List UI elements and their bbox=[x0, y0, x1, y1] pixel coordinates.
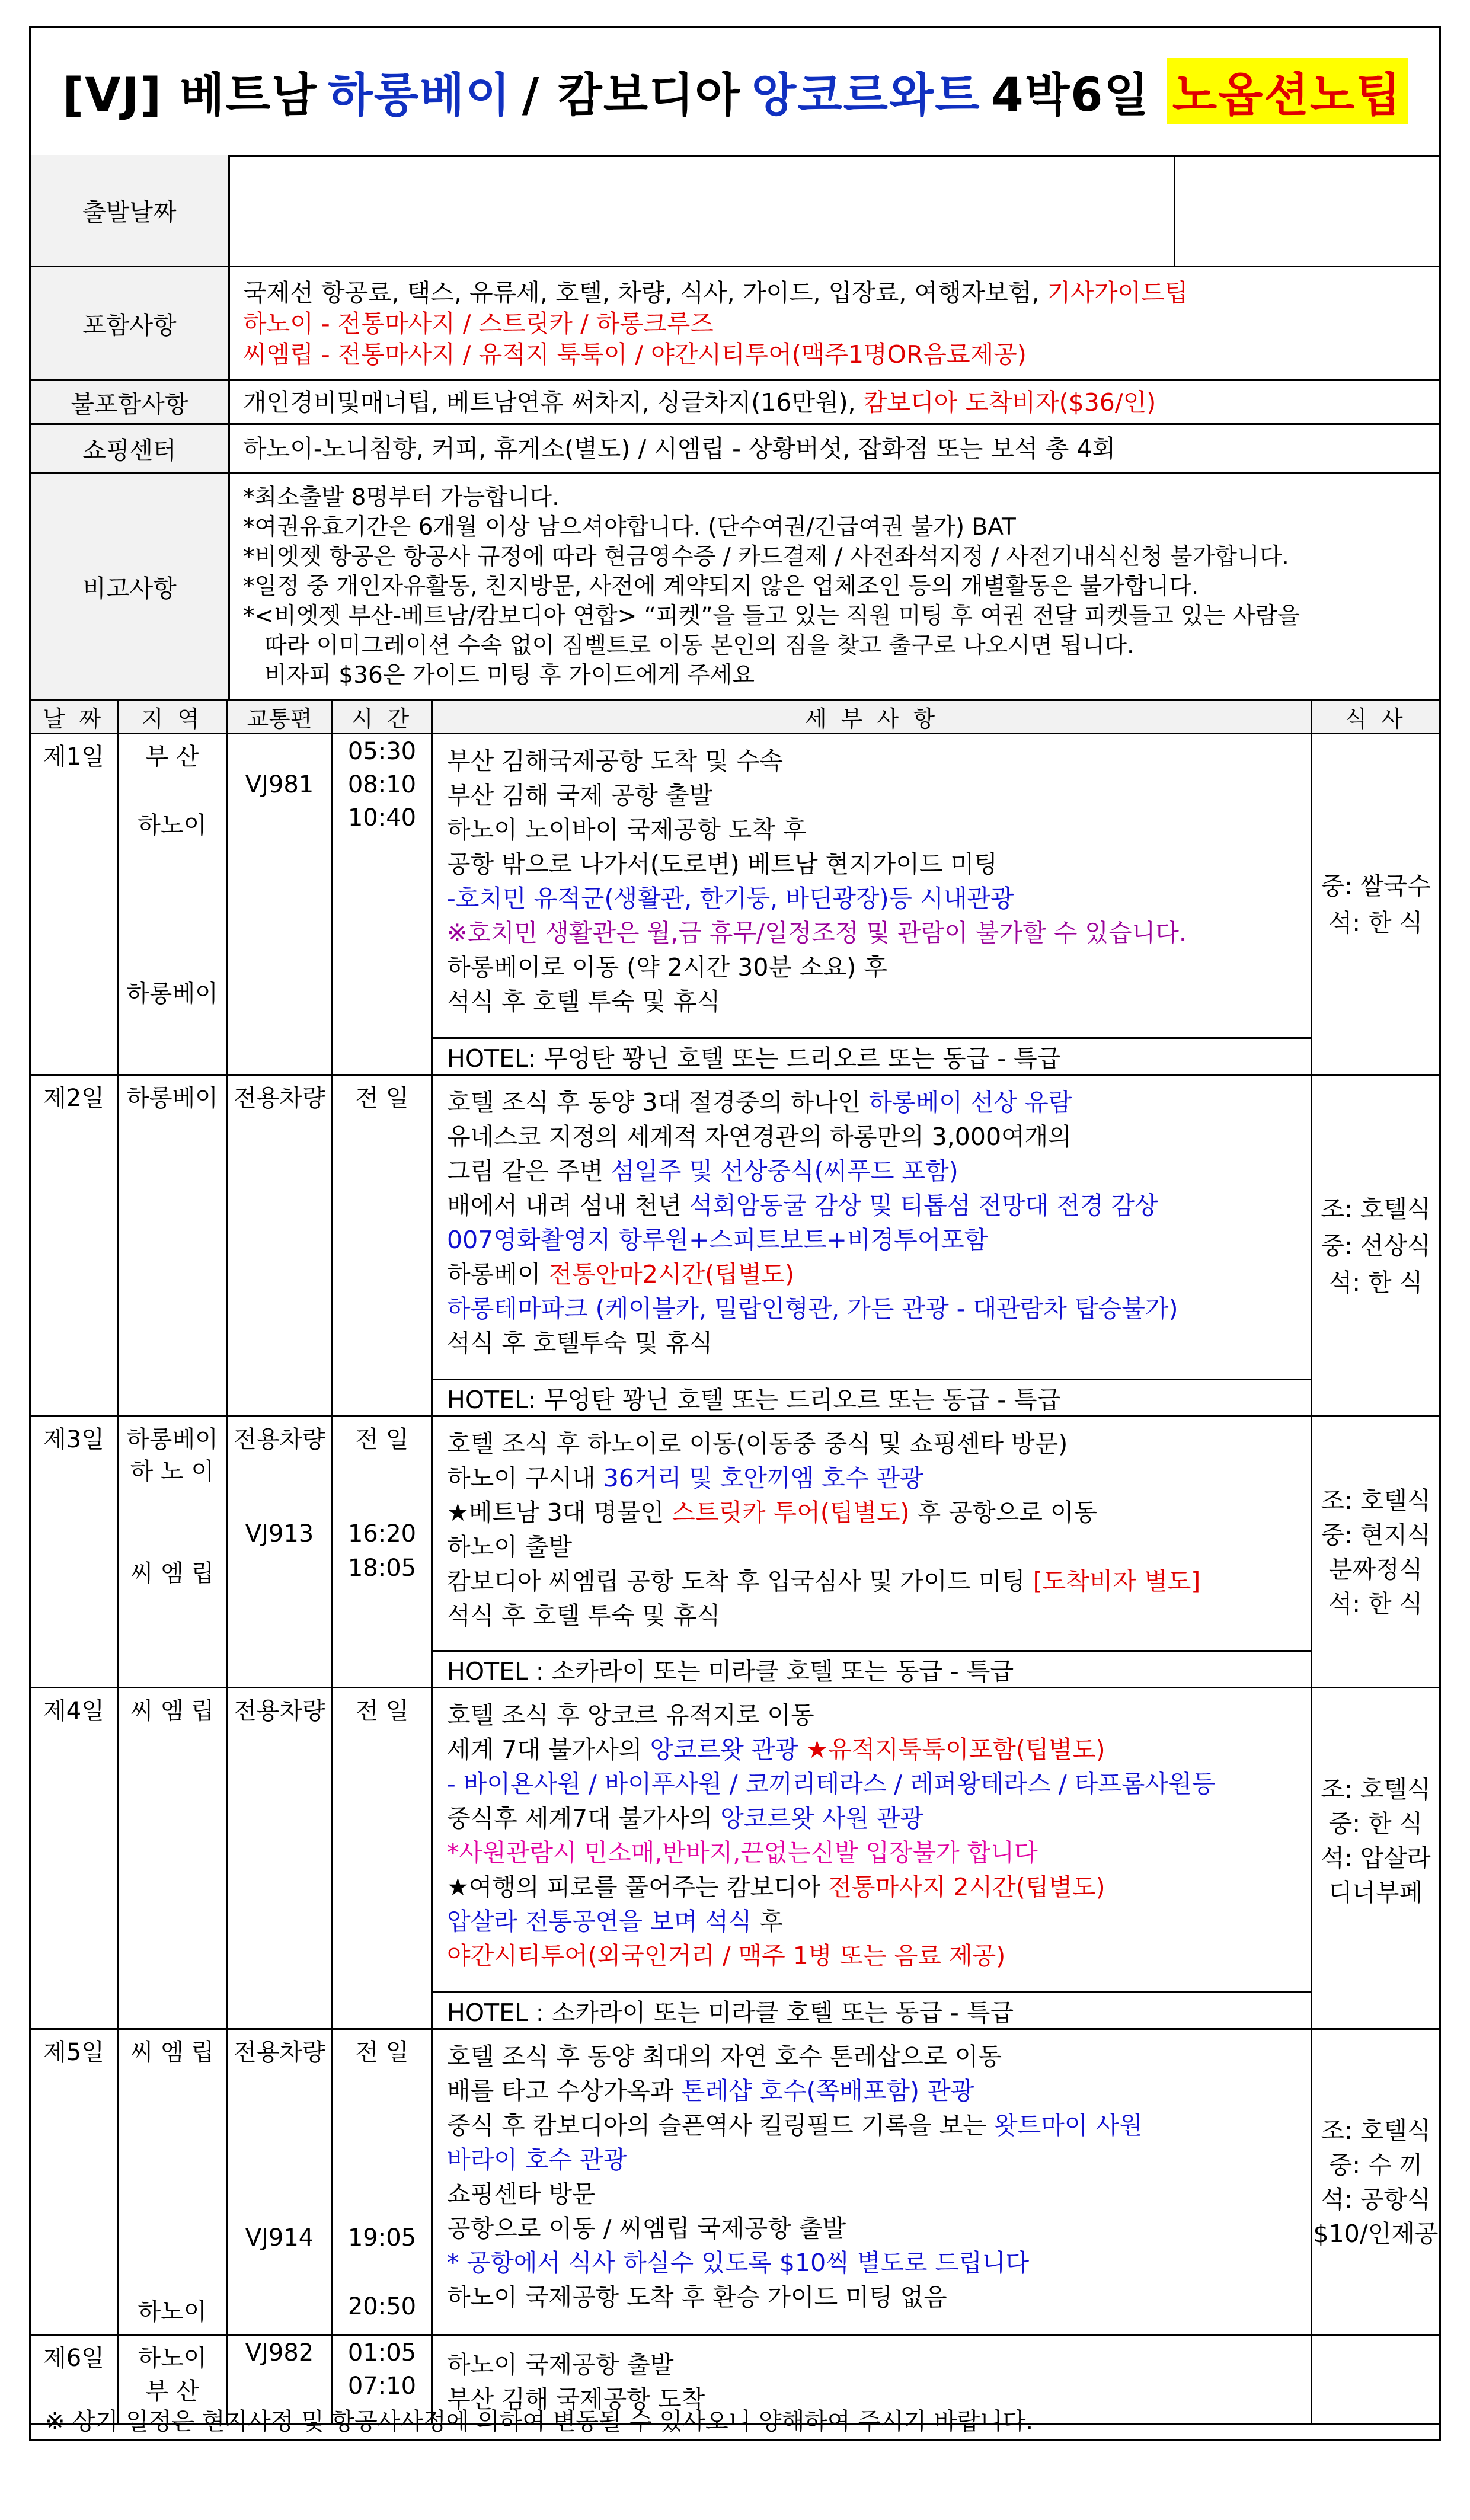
detail-text: ★여행의 피로를 풀어주는 캄보디아 bbox=[447, 1873, 821, 1901]
meal: 분짜정식 bbox=[1328, 1555, 1423, 1584]
detail-highlight: 36거리 및 호안끼엠 호수 관광 bbox=[603, 1464, 923, 1492]
time: 01:05 bbox=[347, 2339, 417, 2367]
table-header bbox=[31, 701, 1439, 734]
detail-line: * 공항에서 식사 하실수 있도록 $10씩 별도로 드립니다 bbox=[447, 2249, 1030, 2277]
detail-line: -호치민 유적군(생활관, 한기둥, 바딘광장)등 시내관광 bbox=[447, 884, 1014, 913]
detail-line bbox=[447, 1459, 923, 1494]
meal: 중: 한 식 bbox=[1328, 1809, 1423, 1838]
included-hanoi: 하노이 - 전통마사지 / 스트릿카 / 하롱크루즈 bbox=[243, 309, 714, 338]
region: 하롱베이 bbox=[126, 980, 218, 1008]
detail-line: 호텔 조식 후 동양 최대의 자연 호수 톤레삽으로 이동 bbox=[447, 2042, 1002, 2071]
meal: 중: 수 끼 bbox=[1328, 2150, 1423, 2179]
flight: VJ981 bbox=[245, 771, 314, 798]
transport: 전용차량 bbox=[234, 1697, 325, 1725]
meal-list bbox=[1312, 2030, 1439, 2334]
meal-list bbox=[1312, 1417, 1439, 1687]
detail-line: *사원관람시 민소매,반바지,끈없는신발 입장불가 합니다 bbox=[447, 1838, 1038, 1867]
detail-text: 배에서 내려 섬내 천년 bbox=[447, 1191, 682, 1220]
detail-line: - 바이욘사원 / 바이푸사원 / 코끼리테라스 / 레퍼왕테라스 / 타프롬사원등 bbox=[447, 1770, 1216, 1798]
note-line: *최소출발 8명부터 가능합니다. bbox=[243, 484, 560, 511]
meal: 디너부페 bbox=[1328, 1878, 1423, 1907]
col-meals: 식 사 bbox=[1345, 706, 1407, 732]
region: 씨 엠 립 bbox=[130, 2039, 215, 2066]
detail-text: 배를 타고 수상가옥과 bbox=[447, 2077, 674, 2105]
time: 20:50 bbox=[347, 2293, 417, 2320]
meals-cell bbox=[1312, 2030, 1439, 2334]
page-title bbox=[31, 28, 1439, 157]
detail-text: 하노이 구시내 bbox=[447, 1464, 596, 1492]
detail-line: 부산 김해 국제공항 도착 bbox=[447, 2385, 705, 2413]
notes-row bbox=[31, 474, 1439, 701]
region-cell bbox=[119, 2030, 228, 2334]
detail-line bbox=[447, 1493, 1097, 1528]
excluded-value bbox=[243, 381, 1427, 423]
meal-list bbox=[1312, 1076, 1439, 1415]
detail-line bbox=[447, 2106, 1143, 2141]
meal: 중: 현지식 bbox=[1321, 1520, 1431, 1549]
detail-highlight: 하롱베이 선상 유람 bbox=[868, 1088, 1072, 1117]
time: 10:40 bbox=[347, 804, 417, 832]
time: 05:30 bbox=[347, 738, 417, 765]
detail-line bbox=[447, 1186, 1158, 1221]
time: 전 일 bbox=[355, 2039, 409, 2066]
time-cell bbox=[333, 1076, 433, 1415]
day-cell bbox=[31, 1688, 119, 2028]
note-line: *<비엣젯 부산-베트남/캄보디아 연합> “피켓”을 들고 있는 직원 미팅 후 여권 전달 피켓들고 있는 사람을 bbox=[243, 602, 1300, 629]
detail-line: 석식 후 호텔투숙 및 휴식 bbox=[447, 1329, 713, 1357]
hotel-info: HOTEL : 소카라이 또는 미라클 호텔 또는 동급 - 특급 bbox=[433, 1650, 1311, 1687]
detail-line: 유네스코 지정의 세계적 자연경관의 하롱만의 3,000여개의 bbox=[447, 1123, 1072, 1151]
detail-line: 야간시티투어(외국인거리 / 맥주 1병 또는 음료 제공) bbox=[447, 1942, 1006, 1970]
detail-highlight: 전통마사지 2시간(팁별도) bbox=[828, 1873, 1105, 1901]
details-cell bbox=[433, 1688, 1312, 2028]
day-row bbox=[31, 2030, 1439, 2336]
detail-line bbox=[447, 1730, 1105, 1765]
note-line: 비자피 $36은 가이드 미팅 후 가이드에게 주세요 bbox=[264, 661, 755, 689]
details-cell bbox=[433, 734, 1312, 1074]
region: 하롱베이 bbox=[126, 1085, 218, 1112]
detail-text: 중식후 세계7대 불가사의 bbox=[447, 1804, 713, 1833]
meal: 중: 선상식 bbox=[1321, 1231, 1431, 1260]
detail-line bbox=[447, 1562, 1200, 1597]
excluded-row bbox=[31, 381, 1439, 425]
col-details: 세 부 사 항 bbox=[433, 701, 1312, 733]
detail-line bbox=[447, 1255, 794, 1290]
included-value bbox=[243, 267, 1427, 379]
title-badge: 노옵션노팁 bbox=[1167, 58, 1408, 124]
meal: 석: 공항식 bbox=[1321, 2185, 1431, 2214]
excluded-text: 개인경비및매너팁, 베트남연휴 써차지, 싱글차지(16만원), bbox=[243, 388, 856, 417]
day-row bbox=[31, 1417, 1439, 1688]
time-cell bbox=[333, 2030, 433, 2334]
day-cell bbox=[31, 734, 119, 1074]
detail-text: 하롱베이 bbox=[447, 1260, 541, 1288]
shopping-value: 하노이-노니침향, 커피, 휴게소(별도) / 시엠립 - 상황버섯, 잡화점 또는 보석 총 4회 bbox=[243, 434, 1116, 463]
region-cell bbox=[119, 734, 228, 1074]
notes-label: 비고사항 bbox=[31, 474, 230, 699]
detail-text: 후 공항으로 이동 bbox=[917, 1498, 1098, 1527]
detail-highlight: 톤레샵 호수(쪽배포함) 관광 bbox=[681, 2077, 974, 2105]
flight: VJ913 bbox=[245, 1520, 314, 1547]
region-cell bbox=[119, 1076, 228, 1415]
details-cell bbox=[433, 2030, 1312, 2334]
time-cell bbox=[333, 1688, 433, 2028]
detail-line: 하노이 국제공항 도착 후 환승 가이드 미팅 없음 bbox=[447, 2283, 947, 2311]
departure-label: 출발날짜 bbox=[31, 155, 230, 266]
title-destination-halong: 하롱베이 bbox=[328, 69, 512, 122]
meal: 중: 쌀국수 bbox=[1321, 871, 1431, 900]
detail-line: 하노이 출발 bbox=[447, 1533, 573, 1561]
day-row bbox=[31, 1688, 1439, 2030]
col-day: 날 짜 bbox=[31, 701, 119, 733]
col-region: 지 역 bbox=[119, 701, 228, 733]
flight: VJ914 bbox=[245, 2224, 314, 2252]
detail-line: 007영화촬영지 항루원+스피트보트+비경투어포함 bbox=[447, 1226, 988, 1254]
detail-highlight: 석회암동굴 감상 및 티톱섬 전망대 전경 감상 bbox=[689, 1191, 1158, 1220]
meal: 조: 호텔식 bbox=[1321, 1486, 1431, 1515]
detail-highlight: 앙코르왓 관광 bbox=[650, 1735, 799, 1764]
meals-cell bbox=[1312, 1076, 1439, 1415]
meals-cell bbox=[1312, 1688, 1439, 2028]
region: 하노이 bbox=[138, 2345, 207, 2372]
time: 07:10 bbox=[347, 2372, 417, 2400]
detail-text: ★베트남 3대 명물인 bbox=[447, 1498, 664, 1527]
detail-line bbox=[447, 1799, 923, 1834]
region: 씨 엠 립 bbox=[130, 1560, 215, 1587]
included-siemreap: 씨엠립 - 전통마사지 / 유적지 툭툭이 / 야간시티투어(맥주1명OR음료제공) bbox=[243, 340, 1027, 369]
title-slash: / 캄보디아 bbox=[522, 69, 741, 122]
region: 하롱베이 bbox=[126, 1426, 218, 1453]
detail-line: 호텔 조식 후 앙코르 유적지로 이동 bbox=[447, 1701, 814, 1729]
title-duration: 4박6일 bbox=[991, 69, 1150, 122]
detail-text: 세계 7대 불가사의 bbox=[447, 1735, 643, 1764]
transport-cell bbox=[228, 2030, 333, 2334]
transport-cell bbox=[228, 1688, 333, 2028]
detail-line: 하노이 국제공항 출발 bbox=[447, 2350, 674, 2379]
day-cell bbox=[31, 1076, 119, 1415]
meal-list bbox=[1312, 734, 1439, 1074]
detail-line: 하롱테마파크 (케이블카, 밀랍인형관, 가든 관광 - 대관람차 탑승불가) bbox=[447, 1294, 1178, 1323]
detail-line bbox=[447, 1083, 1072, 1118]
detail-highlight: 앙코르왓 사원 관광 bbox=[720, 1804, 924, 1833]
detail-highlight: 왓트마이 사원 bbox=[993, 2111, 1143, 2140]
meal: 석: 한 식 bbox=[1328, 908, 1423, 937]
shopping-label: 쇼핑센터 bbox=[31, 425, 230, 472]
transport-cell bbox=[228, 1076, 333, 1415]
day-label: 제2일 bbox=[43, 1085, 104, 1112]
detail-line: 공항 밖으로 나가서(도로변) 베트남 현지가이드 미팅 bbox=[447, 850, 998, 878]
day-label: 제4일 bbox=[43, 1697, 104, 1725]
region: 하 노 이 bbox=[130, 1458, 215, 1485]
region: 부 산 bbox=[145, 2378, 199, 2405]
day-label: 제5일 bbox=[43, 2039, 104, 2066]
detail-line: 석식 후 호텔 투숙 및 휴식 bbox=[447, 1601, 721, 1630]
day-label: 제1일 bbox=[43, 743, 104, 770]
detail-line: ※호치민 생활관은 월,금 휴무/일정조정 및 관람이 불가할 수 있습니다. bbox=[447, 919, 1187, 947]
note-line: 따라 이미그레이션 수속 없이 짐벨트로 이동 본인의 짐을 찾고 출구로 나오시면 됩니다. bbox=[264, 632, 1135, 659]
meal: $10/인제공 bbox=[1313, 2219, 1439, 2248]
detail-highlight: 섬일주 및 선상중식(씨푸드 포함) bbox=[611, 1157, 958, 1185]
detail-line: 공항으로 이동 / 씨엠립 국제공항 출발 bbox=[447, 2214, 846, 2243]
transport-cell bbox=[228, 1417, 333, 1687]
region-cell bbox=[119, 1417, 228, 1687]
transport: 전용차량 bbox=[234, 1085, 325, 1112]
col-transport: 교통편 bbox=[228, 701, 333, 733]
note-line: *여권유효기간은 6개월 이상 남으셔야합니다. (단수여권/긴급여권 불가) BAT bbox=[243, 513, 1016, 541]
day-label: 제3일 bbox=[43, 1426, 104, 1453]
time: 18:05 bbox=[347, 1555, 417, 1582]
departure-row bbox=[31, 155, 1439, 267]
transport-cell bbox=[228, 734, 333, 1074]
shopping-row bbox=[31, 425, 1439, 474]
region: 부 산 bbox=[145, 743, 199, 770]
detail-highlight: 스트릿카 투어(팁별도) bbox=[672, 1498, 910, 1527]
meals-cell bbox=[1312, 1417, 1439, 1687]
detail-line bbox=[447, 1867, 1105, 1902]
meal: 석: 한 식 bbox=[1328, 1268, 1423, 1297]
meal: 조: 호텔식 bbox=[1321, 2116, 1431, 2145]
region: 하노이 bbox=[138, 812, 207, 839]
detail-line bbox=[447, 1152, 958, 1187]
details-cell bbox=[433, 1076, 1312, 1415]
details-cell bbox=[433, 1417, 1312, 1687]
flight: VJ982 bbox=[245, 2339, 314, 2367]
detail-line: 하노이 노이바이 국제공항 도착 후 bbox=[447, 816, 807, 844]
detail-text: 중식 후 캄보디아의 슬픈역사 킬링필드 기록을 보는 bbox=[447, 2111, 986, 2140]
transport: 전용차량 bbox=[234, 2039, 325, 2066]
day-row bbox=[31, 1076, 1439, 1417]
detail-line: 쇼핑센타 방문 bbox=[447, 2180, 596, 2208]
detail-line: 바라이 호수 관광 bbox=[447, 2145, 627, 2174]
excluded-visa: 캄보디아 도착비자($36/인) bbox=[863, 388, 1156, 417]
hotel-info: HOTEL : 소카라이 또는 미라클 호텔 또는 동급 - 특급 bbox=[433, 1991, 1311, 2028]
meals-cell bbox=[1312, 734, 1439, 1074]
hotel-info: HOTEL: 무엉탄 꽝닌 호텔 또는 드리오르 또는 동급 - 특급 bbox=[433, 1037, 1311, 1074]
detail-text: 후 bbox=[759, 1907, 784, 1936]
day-cell bbox=[31, 1417, 119, 1687]
detail-highlight: 압살라 전통공연을 보며 석식 bbox=[447, 1907, 752, 1936]
time: 16:20 bbox=[347, 1520, 417, 1547]
detail-text: 캄보디아 씨엠립 공항 도착 후 입국심사 및 가이드 미팅 bbox=[447, 1567, 1025, 1595]
time-cell bbox=[333, 1417, 433, 1687]
meal: 석: 한 식 bbox=[1328, 1589, 1423, 1618]
departure-value bbox=[243, 155, 1427, 266]
detail-line: 부산 김해 국제 공항 출발 bbox=[447, 781, 713, 810]
note-line: *비엣젯 항공은 항공사 규정에 따라 현금영수증 / 카드결제 / 사전좌석지정 / 사전기내식신청 불가합니다. bbox=[243, 543, 1289, 570]
included-row bbox=[31, 267, 1439, 381]
time: 전 일 bbox=[355, 1697, 409, 1725]
time: 전 일 bbox=[355, 1085, 409, 1112]
departure-divider bbox=[1174, 155, 1175, 266]
detail-highlight: ★유적지툭툭이포함(팁별도) bbox=[806, 1735, 1105, 1764]
title-destination-angkor: 앙코르와트 bbox=[751, 69, 981, 122]
time: 전 일 bbox=[355, 1426, 409, 1453]
included-label: 포함사항 bbox=[31, 267, 230, 379]
title-prefix: [VJ] 베트남 bbox=[62, 69, 318, 122]
hotel-info: HOTEL: 무엉탄 꽝닌 호텔 또는 드리오르 또는 동급 - 특급 bbox=[433, 1379, 1311, 1415]
included-driver-tip: 기사가이드팁 bbox=[1047, 278, 1188, 307]
excluded-label: 불포함사항 bbox=[31, 381, 230, 423]
day-label: 제6일 bbox=[43, 2345, 104, 2372]
meal-list bbox=[1312, 1688, 1439, 1993]
detail-highlight: 전통안마2시간(팁별도) bbox=[548, 1260, 795, 1288]
detail-line: 하롱베이로 이동 (약 2시간 30분 소요) 후 bbox=[447, 953, 887, 981]
detail-line: 호텔 조식 후 하노이로 이동(이동중 중식 및 쇼핑센타 방문) bbox=[447, 1430, 1068, 1458]
meal: 조: 호텔식 bbox=[1321, 1194, 1431, 1223]
detail-line bbox=[447, 1902, 783, 1937]
meal: 석: 압살라 bbox=[1321, 1843, 1431, 1872]
day-cell bbox=[31, 2030, 119, 2334]
region: 하노이 bbox=[138, 2298, 207, 2326]
region-cell bbox=[119, 1688, 228, 2028]
detail-line: 부산 김해국제공항 도착 및 수속 bbox=[447, 747, 784, 775]
col-time: 시 간 bbox=[333, 701, 433, 733]
footer-note: ※ 상기 일정은 현지사정 및 항공사사정에 의하여 변동될 수 있사오니 양해하여 주시기 바랍니다. bbox=[45, 2407, 1034, 2435]
itinerary-sheet bbox=[29, 26, 1441, 2441]
detail-text: 그림 같은 주변 bbox=[447, 1157, 603, 1185]
day-row bbox=[31, 734, 1439, 1076]
meal: 조: 호텔식 bbox=[1321, 1774, 1431, 1803]
time: 19:05 bbox=[347, 2224, 417, 2252]
notes-value bbox=[243, 474, 1427, 699]
included-line1: 국제선 항공료, 택스, 유류세, 호텔, 차량, 식사, 가이드, 입장료, 여행자보험, bbox=[243, 278, 1040, 307]
detail-text: 호텔 조식 후 동양 3대 절경중의 하나인 bbox=[447, 1088, 861, 1117]
time: 08:10 bbox=[347, 771, 417, 798]
detail-line: 석식 후 호텔 투숙 및 휴식 bbox=[447, 987, 721, 1016]
detail-highlight: [도착비자 별도] bbox=[1033, 1567, 1201, 1595]
detail-line bbox=[447, 2071, 974, 2106]
region: 씨 엠 립 bbox=[130, 1697, 215, 1725]
transport: 전용차량 bbox=[234, 1426, 325, 1453]
note-line: *일정 중 개인자유활동, 친지방문, 사전에 계약되지 않은 업체조인 등의 개별활동은 불가합니다. bbox=[243, 573, 1199, 600]
time-cell bbox=[333, 734, 433, 1074]
